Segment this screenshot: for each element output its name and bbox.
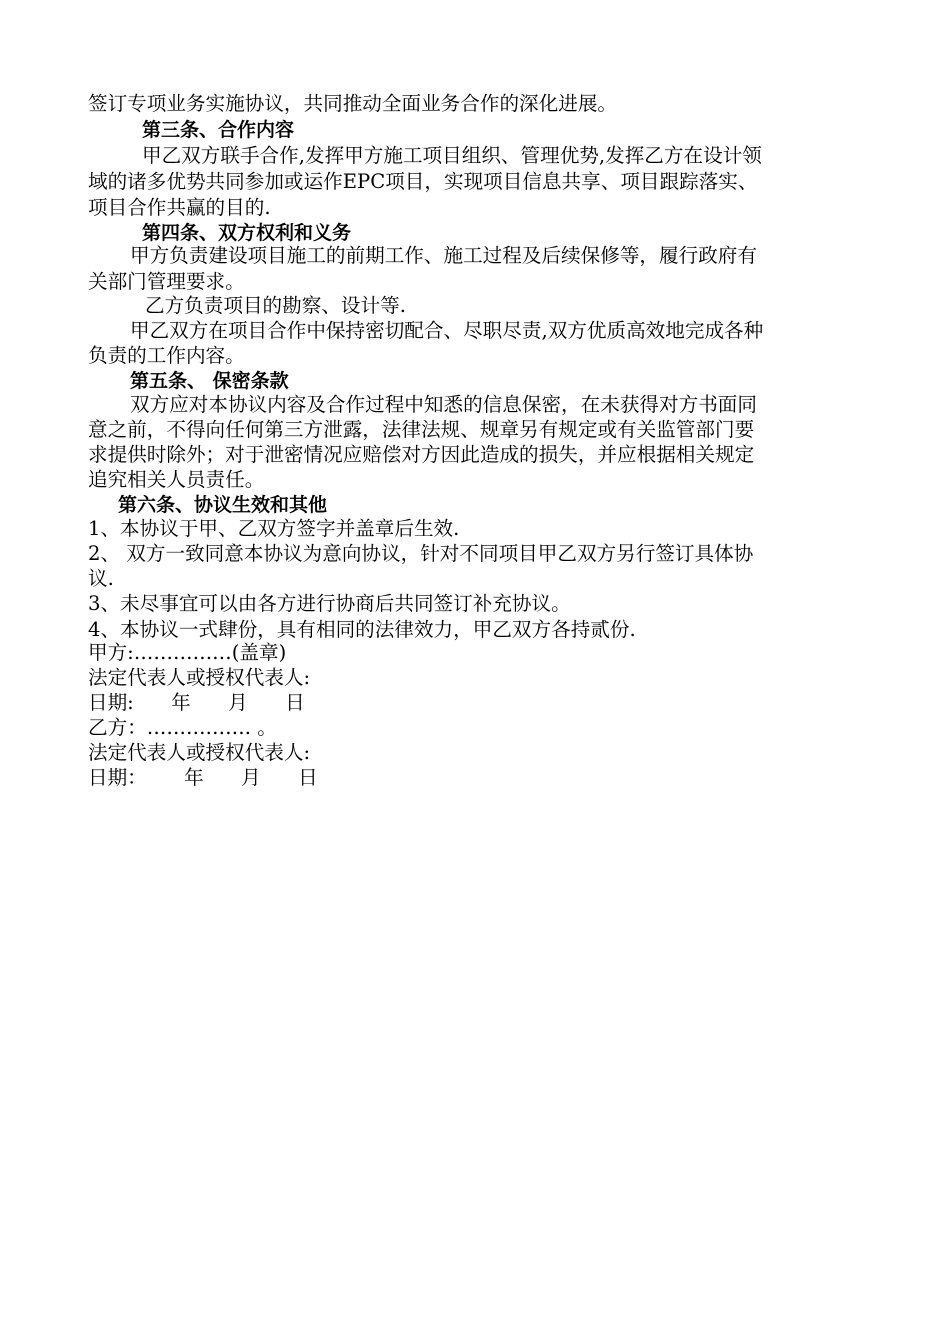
party-b-line: 乙方：……………. 。 [88, 716, 277, 739]
article5-line: 追究相关人员责任。 [88, 468, 265, 491]
article5-heading: 第五条、 保密条款 [130, 370, 289, 392]
article6-heading: 第六条、协议生效和其他 [118, 494, 328, 516]
party-a-date: 日期: 年 月 日 [88, 691, 305, 714]
intro-tail-line: 签订专项业务实施协议，共同推动全面业务合作的深化进展。 [88, 92, 618, 115]
article5-line: 求提供时除外；对于泄密情况应赔偿对方因此造成的损失，并应根据相关规定 [88, 443, 755, 466]
article3-heading: 第三条、合作内容 [142, 119, 295, 141]
party-b-representative: 法定代表人或授权代表人: [88, 741, 311, 764]
article6-line: 2、 双方一致同意本协议为意向协议，针对不同项目甲乙双方另行签订具体协 [88, 542, 754, 565]
article6-line: 议. [88, 567, 114, 590]
article4-line: 乙方负责项目的勘察、设计等. [145, 294, 406, 317]
article4-line: 甲乙双方在项目合作中保持密切配合、尽职尽责,双方优质高效地完成各种 [130, 319, 764, 342]
article3-line: 域的诸多优势共同参加或运作EPC项目，实现项目信息共享、项目跟踪落实、 [88, 170, 758, 193]
article6-line: 4、本协议一式肆份，具有相同的法律效力，甲乙双方各持贰份. [88, 618, 636, 641]
party-a-representative: 法定代表人或授权代表人: [88, 666, 311, 689]
article3-line: 甲乙双方联手合作,发挥甲方施工项目组织、管理优势,发挥乙方在设计领 [142, 144, 762, 167]
article4-line: 负责的工作内容。 [88, 344, 245, 367]
article6-line: 3、未尽事宜可以由各方进行协商后共同签订补充协议。 [88, 592, 571, 615]
article5-line: 双方应对本协议内容及合作过程中知悉的信息保密，在未获得对方书面同 [130, 393, 757, 416]
party-b-date: 日期： 年 月 日 [88, 766, 318, 789]
article4-heading: 第四条、双方权利和义务 [142, 222, 352, 244]
article3-line: 项目合作共赢的目的. [88, 196, 271, 219]
party-a-line: 甲方:……………(盖章) [88, 641, 287, 664]
article6-line: 1、本协议于甲、乙双方签字并盖章后生效. [88, 517, 460, 540]
article5-line: 意之前，不得向任何第三方泄露，法律法规、规章另有规定或有关监管部门要 [88, 418, 755, 441]
article4-line: 关部门管理要求。 [88, 270, 245, 293]
article4-line: 甲方负责建设项目施工的前期工作、施工过程及后续保修等，履行政府有 [130, 244, 757, 267]
